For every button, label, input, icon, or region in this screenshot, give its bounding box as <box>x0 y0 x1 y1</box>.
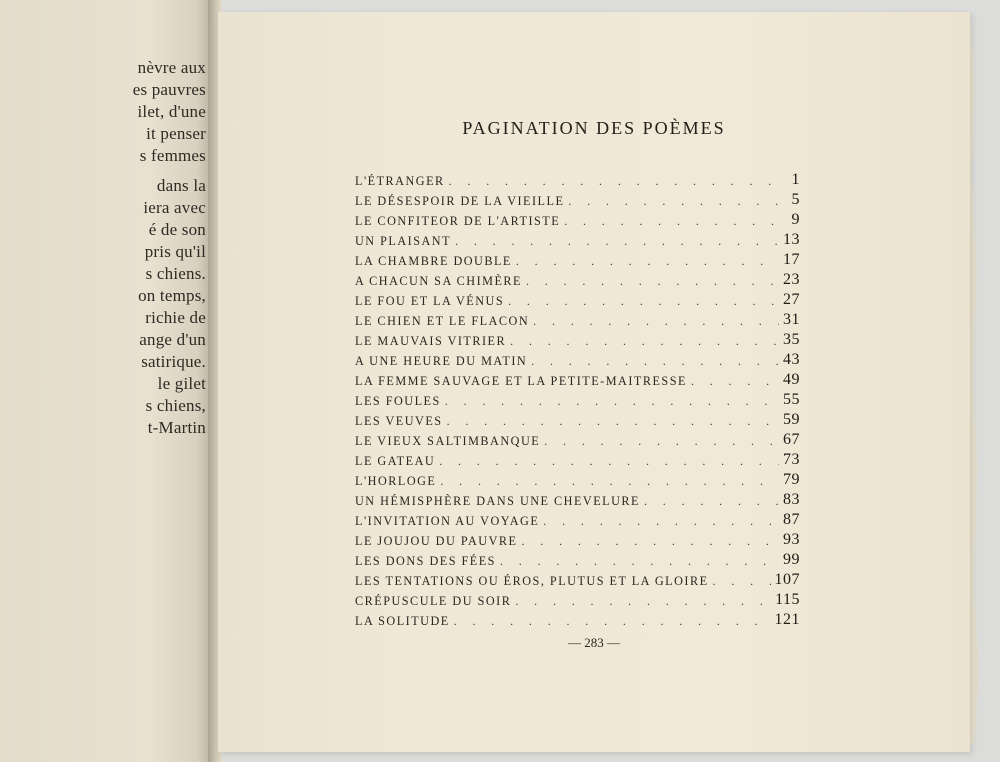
toc-entry-title: LES FOULES <box>355 394 441 408</box>
toc-entry-title: LA FEMME SAUVAGE ET LA PETITE-MAITRESSE <box>355 374 687 388</box>
text-line: on temps, <box>138 286 206 305</box>
toc-entry-page: 27 <box>783 291 800 308</box>
text-line: le gilet <box>157 374 206 393</box>
toc-entry-page: 87 <box>783 511 800 528</box>
toc-entry-page: 49 <box>783 371 800 388</box>
toc-entry <box>355 509 800 529</box>
toc-entry <box>355 249 800 269</box>
dot-leader <box>445 394 779 409</box>
dot-leader <box>508 294 779 309</box>
toc-entry-title: LA SOLITUDE <box>355 614 450 628</box>
toc-entry-page: 93 <box>783 531 800 548</box>
dot-leader <box>510 334 779 349</box>
toc-entry-title: A UNE HEURE DU MATIN <box>355 354 528 368</box>
toc-entry <box>355 209 800 229</box>
text-line: dans la <box>156 176 206 195</box>
toc-entry-page: 99 <box>783 551 800 568</box>
toc-entry-page: 31 <box>783 311 800 328</box>
toc-entry <box>355 489 800 509</box>
left-page <box>0 0 214 762</box>
toc-entry-page: 79 <box>783 471 800 488</box>
toc-entry <box>355 269 800 289</box>
toc-entry-page: 13 <box>783 231 800 248</box>
toc-entry-title: L'INVITATION AU VOYAGE <box>355 514 540 528</box>
toc-entry-page: 115 <box>775 591 800 608</box>
dot-leader <box>564 214 787 229</box>
toc-entry-title: LE CHIEN ET LE FLACON <box>355 314 530 328</box>
toc-entry <box>355 309 800 329</box>
toc-entry <box>355 189 800 209</box>
toc-entry-page: 5 <box>791 191 800 208</box>
toc-entry <box>355 429 800 449</box>
right-page <box>218 12 970 752</box>
dot-leader <box>713 574 771 589</box>
toc-entry <box>355 409 800 429</box>
toc-entry <box>355 449 800 469</box>
toc-entry-page: 35 <box>783 331 800 348</box>
dot-leader <box>500 554 779 569</box>
dot-leader <box>526 274 779 289</box>
toc-entry-page: 107 <box>774 571 800 588</box>
text-line: iera avec <box>143 198 206 217</box>
toc-entry-title: LES DONS DES FÉES <box>355 554 496 568</box>
dot-leader <box>449 174 788 189</box>
toc-entry <box>355 529 800 549</box>
toc-entry <box>355 569 800 589</box>
text-line: satirique. <box>141 352 206 371</box>
text-line: ange d'un <box>139 330 206 349</box>
toc-entry <box>355 609 800 629</box>
toc-entry-title: LE DÉSESPOIR DE LA VIEILLE <box>355 194 565 208</box>
text-line: richie de <box>145 308 206 327</box>
toc-entry-title: LA CHAMBRE DOUBLE <box>355 254 512 268</box>
toc-entry-title: LE GATEAU <box>355 454 436 468</box>
toc-entry-title: LE VIEUX SALTIMBANQUE <box>355 434 541 448</box>
dot-leader <box>516 254 779 269</box>
toc-entry <box>355 229 800 249</box>
toc-entry-page: 1 <box>791 171 800 188</box>
toc-entry-title: CRÉPUSCULE DU SOIR <box>355 594 512 608</box>
text-line: s femmes <box>139 146 206 165</box>
toc-entry-page: 23 <box>783 271 800 288</box>
toc-entry-title: A CHACUN SA CHIMÈRE <box>355 274 522 288</box>
toc-entry-title: LE FOU ET LA VÉNUS <box>355 294 505 308</box>
dot-leader <box>521 534 779 549</box>
text-line: es pauvres <box>132 80 206 99</box>
toc-entry <box>355 329 800 349</box>
dot-leader <box>447 414 779 429</box>
toc-entry-page: 17 <box>783 251 800 268</box>
toc-entry-page: 9 <box>791 211 800 228</box>
dot-leader <box>439 454 779 469</box>
page-number: — 283 — <box>568 635 620 650</box>
dot-leader <box>454 614 771 629</box>
toc-entry-title: LE CONFITEOR DE L'ARTISTE <box>355 214 561 228</box>
dot-leader <box>644 494 779 509</box>
text-line: t-Martin <box>147 418 206 437</box>
toc-entry-page: 121 <box>774 611 800 628</box>
toc-entry-page: 55 <box>783 391 800 408</box>
toc-entry <box>355 349 800 369</box>
dot-leader <box>440 474 779 489</box>
dot-leader <box>543 514 779 529</box>
toc-entry-title: LE JOUJOU DU PAUVRE <box>355 534 518 548</box>
page-title: PAGINATION DES POÈMES <box>462 118 726 138</box>
toc-entry-page: 83 <box>783 491 800 508</box>
dot-leader <box>515 594 771 609</box>
toc-entry-title: L'HORLOGE <box>355 474 437 488</box>
text-line: it penser <box>146 124 206 143</box>
toc-entry <box>355 589 800 609</box>
toc-entry-title: LES TENTATIONS OU ÉROS, PLUTUS ET LA GLOIRE <box>355 574 709 588</box>
dot-leader <box>544 434 779 449</box>
text-line: pris qu'il <box>144 242 206 261</box>
toc-entry <box>355 289 800 309</box>
toc-entry <box>355 469 800 489</box>
toc-entry <box>355 169 800 189</box>
toc-entry-page: 67 <box>783 431 800 448</box>
toc-entry-title: UN PLAISANT <box>355 234 452 248</box>
dot-leader <box>455 234 779 249</box>
toc-entry-page: 59 <box>783 411 800 428</box>
toc-entry-page: 43 <box>783 351 800 368</box>
dot-leader <box>531 354 779 369</box>
toc-entry-title: UN HÉMISPHÈRE DANS UNE CHEVELURE <box>355 494 640 508</box>
toc-entry <box>355 389 800 409</box>
toc-entry-title: LES VEUVES <box>355 414 443 428</box>
text-line: s chiens. <box>145 264 206 283</box>
toc-entry-title: L'ÉTRANGER <box>355 174 445 188</box>
text-line: é de son <box>148 220 206 239</box>
text-line: nèvre aux <box>137 58 206 77</box>
text-line: s chiens, <box>145 396 206 415</box>
toc-entry <box>355 549 800 569</box>
toc-entry-title: LE MAUVAIS VITRIER <box>355 334 507 348</box>
toc-entry-page: 73 <box>783 451 800 468</box>
toc-entry <box>355 369 800 389</box>
dot-leader <box>568 194 787 209</box>
dot-leader <box>533 314 779 329</box>
dot-leader <box>691 374 779 389</box>
text-line: ilet, d'une <box>137 102 206 121</box>
